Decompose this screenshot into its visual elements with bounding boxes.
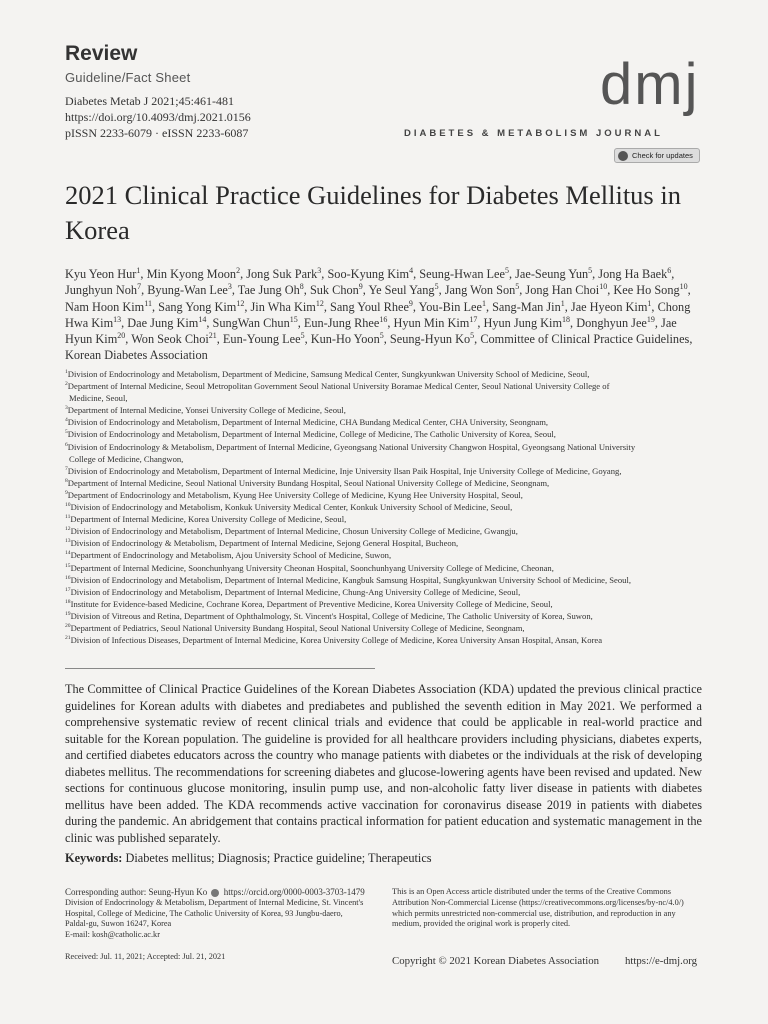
affiliation-marker: 1 — [560, 298, 565, 308]
citation: Diabetes Metab J 2021;45:461-481 — [65, 94, 234, 108]
affiliation-line: $^{13}$Division of Endocrinology & Metabolism, Department of Internal Medicine, Sejong General Hospital, Bucheon, — [65, 538, 459, 549]
affiliation-number: 3 — [65, 405, 68, 412]
affiliation-marker: 12 — [315, 298, 324, 308]
affiliation-number: 17 — [65, 586, 71, 593]
author-name: Jong Han Choi — [525, 283, 600, 298]
oa-line: Attribution Non-Commercial License (https://creativecommons.org/licenses/by-nc/4.0/) — [392, 897, 684, 907]
oa-line: which permits unrestricted non-commercial use, distribution, and reproduction in any — [392, 908, 676, 918]
affiliation-marker: 7 — [137, 282, 142, 292]
author-name: Sang Youl Rhee — [330, 299, 409, 314]
author-name: Jang Won Son — [444, 283, 516, 298]
author-name: Kun-Ho Yoon — [310, 332, 380, 347]
affiliation-number: 18 — [65, 598, 71, 605]
orcid-icon — [211, 889, 219, 897]
corr-line: Paldal-gu, Suwon 16247, Korea — [65, 919, 172, 929]
affiliation-marker: 5 — [434, 282, 439, 292]
author-group: Committee of Clinical Practice Guidelines, Korean Diabetes Association — [65, 332, 693, 363]
received-dates: Received: Jul. 11, 2021; Accepted: Jul. 21, 2021 — [65, 952, 226, 961]
affiliation-line: $^5$Division of Endocrinology and Metabolism, Department of Internal Medicine, College of Medicine, The Catholic University of Korea, Seoul, — [65, 429, 556, 440]
affiliation-marker: 6 — [667, 265, 672, 275]
affiliation-marker: 5 — [470, 331, 475, 341]
correspondence-block — [65, 887, 385, 941]
author-name: You-Bin Lee — [418, 299, 482, 314]
affiliation-number: 19 — [65, 611, 71, 618]
affiliation-line: $^{11}$Department of Internal Medicine, Korea University College of Medicine, Seoul, — [65, 514, 347, 525]
affiliation-marker: 2 — [236, 265, 241, 275]
affiliation-marker: 15 — [289, 314, 298, 324]
affiliation-number: 11 — [65, 514, 71, 521]
affiliation-marker: 13 — [113, 314, 122, 324]
author-name: Eun-Young Lee — [222, 332, 301, 347]
orcid-link[interactable]: https://orcid.org/0000-0003-3703-1479 — [223, 887, 365, 897]
affiliation-marker: 1 — [647, 298, 652, 308]
author-name: Chong Hwa Kim — [65, 299, 691, 330]
affiliation-list — [65, 368, 715, 646]
affiliation-marker: 3 — [227, 282, 232, 292]
affiliation-number: 8 — [65, 477, 68, 484]
affiliation-number: 16 — [65, 574, 71, 581]
affiliation-marker: 14 — [198, 314, 207, 324]
affiliation-line: $^4$Division of Endocrinology and Metabolism, Department of Internal Medicine, CHA Bundang Medical Center, CHA University, Seongnam, — [65, 417, 549, 428]
affiliation-line: $^6$Division of Endocrinology & Metabolism, Department of Internal Medicine, Gyeongsang National University Changwon Hospital, Gyeongsang National University — [65, 441, 636, 452]
corresponding-author: Corresponding author: Seung-Hyun Ko — [65, 887, 208, 897]
affiliation-number: 4 — [65, 417, 68, 424]
author-name: Jong Ha Baek — [598, 267, 668, 281]
affiliation-marker: 17 — [469, 314, 478, 324]
affiliation-line: $^8$Department of Internal Medicine, Seoul National University Bundang Hospital, Seoul National University College of Medicine, Seongnam, — [65, 477, 550, 488]
affiliation-line: $^9$Department of Endocrinology and Metabolism, Kyung Hee University College of Medicine, Kyung Hee University Hospital, Seoul, — [65, 489, 523, 500]
affiliation-number: 14 — [65, 550, 71, 557]
affiliation-number: 6 — [65, 441, 68, 448]
check-updates-label: Check for updates — [632, 151, 693, 160]
affiliation-number: 12 — [65, 526, 71, 533]
author-name: Kyu Yeon Hur — [65, 267, 137, 281]
affiliation-marker: 5 — [379, 331, 384, 341]
affiliation-line: $^{12}$Division of Endocrinology and Metabolism, Department of Internal Medicine, Chosun University College of Medicine, Gwangju, — [65, 526, 518, 537]
affiliation-number: 9 — [65, 490, 68, 497]
journal-name: DIABETES & METABOLISM JOURNAL — [404, 128, 663, 139]
affiliation-marker: 4 — [409, 265, 414, 275]
affiliation-marker: 18 — [562, 314, 571, 324]
copyright: Copyright © 2021 Korean Diabetes Association — [392, 955, 600, 967]
keywords-label: Keywords: — [65, 851, 123, 865]
affiliation-line: $^1$Division of Endocrinology and Metabolism, Department of Medicine, Samsung Medical Center, Sungkyunkwan University School of Medicine, Seoul, — [65, 369, 590, 379]
affiliation-marker: 8 — [299, 282, 304, 292]
author-name: Min Kyong Moon — [146, 267, 237, 281]
affiliation-marker: 19 — [646, 314, 655, 324]
author-name: Won Seok Choi — [131, 332, 209, 347]
affiliation-number: 20 — [65, 623, 71, 630]
author-name: Byung-Wan Lee — [147, 283, 228, 298]
keywords — [65, 851, 432, 866]
affiliation-number: 15 — [65, 562, 71, 569]
article-title: 2021 Clinical Practice Guidelines for Diabetes Mellitus in Korea — [65, 180, 681, 245]
affiliation-marker: 1 — [136, 265, 141, 275]
affiliation-number: 21 — [65, 635, 71, 642]
author-name: Jae Hyeon Kim — [570, 299, 648, 314]
affiliation-line: $^{16}$Division of Endocrinology and Metabolism, Department of Internal Medicine, Kangbuk Samsung Hospital, Sungkyunkwan University School of Medicine, Seoul, — [65, 574, 631, 585]
author-name: Kee Ho Song — [613, 283, 680, 298]
doi-link[interactable]: https://doi.org/10.4093/dmj.2021.0156 — [65, 110, 251, 124]
journal-logo: dmj — [600, 52, 700, 117]
author-name: Dae Jung Kim — [127, 315, 199, 330]
author-name: Hyun Jung Kim — [483, 315, 563, 330]
affiliation-marker: 5 — [515, 282, 520, 292]
affiliation-line: Medicine, Seoul, — [69, 393, 128, 404]
abstract: The Committee of Clinical Practice Guidelines of the Korean Diabetes Association (KDA) updated the previous clinical practice guidelines for Korean adults with diabetes and prediabetes and published the seventh edition in May 2021. We performed a comprehensive systematic review of recent clinical trials and evidence that could be applicable in real-world practice and suitable for the Korean population. The guideline is provided for all healthcare providers including physicians, diabetes experts, and certified diabetes educators across the country who manage patients with diabetes or the individuals at the risk of developing diabetes mellitus. The recommendations for screening diabetes and glucose-lowering agents have been revised and updated. New sections for continuous glucose monitoring, insulin pump use, and non-alcoholic fatty liver disease in patients with diabetes mellitus have been added. The KDA recommends active vaccination for coronavirus disease 2019 in patients with diabetes during the pandemic. An abridgement that contains practical information for patient education and systematic management in the clinic was published separately. — [65, 682, 702, 845]
affiliation-marker: 9 — [358, 282, 363, 292]
author-name: Sang Yong Kim — [158, 299, 237, 314]
issn: pISSN 2233-6079 · eISSN 2233-6087 — [65, 126, 249, 140]
affiliation-line: $^2$Department of Internal Medicine, Seoul Metropolitan Government Seoul National University Boramae Medical Center, Seoul National University College of — [65, 381, 610, 392]
author-name: Jae-Seung Yun — [515, 267, 589, 281]
affiliation-line: $^{21}$Division of Infectious Diseases, Department of Internal Medicine, Korea University College of Medicine, Korea University Ansan Hospital, Ansan, Korea — [65, 635, 603, 646]
author-name: Sang-Man Jin — [492, 299, 561, 314]
affiliation-marker: 21 — [208, 331, 217, 341]
affiliation-line: $^{20}$Department of Pediatrics, Seoul National University Bundang Hospital, Seoul National University College of Medicine, Seongnam, — [65, 622, 525, 633]
corr-line: Division of Endocrinology & Metabolism, Department of Internal Medicine, St. Vincent's — [65, 897, 364, 907]
divider — [65, 668, 375, 669]
affiliation-line: $^{15}$Department of Internal Medicine, Soonchunhyang University Cheonan Hospital, Soonchunhyang University College of Medicine, Cheonan, — [65, 562, 554, 573]
author-name: Junghyun Noh — [65, 283, 138, 298]
author-name: Suk Chon — [309, 283, 359, 298]
keywords-text: Diabetes mellitus; Diagnosis; Practice guideline; Therapeutics — [125, 851, 432, 865]
site-link[interactable]: https://e-dmj.org — [625, 955, 698, 967]
open-access-notice — [392, 887, 704, 930]
affiliation-line: $^{18}$Institute for Evidence-based Medicine, Cochrane Korea, Department of Preventive Medicine, Korea University College of Medicine, Seoul, — [65, 598, 553, 609]
affiliation-line: $^{17}$Division of Endocrinology and Metabolism, Department of Internal Medicine, Chung-Ang University College of Medicine, Seoul, — [65, 586, 521, 597]
author-name: Jae Hyun Kim — [65, 315, 677, 347]
affiliation-line: $^{10}$Division of Endocrinology and Metabolism, Konkuk University Medical Center, Konkuk University School of Medicine, Seoul, — [65, 502, 513, 513]
oa-line: This is an Open Access article distributed under the terms of the Creative Commons — [392, 887, 672, 896]
affiliation-line: $^7$Division of Endocrinology and Metabolism, Department of Internal Medicine, Inje University Ilsan Paik Hospital, Inje University College of Medicine, Goyang, — [65, 465, 622, 476]
article-type: Guideline/Fact Sheet — [65, 70, 191, 85]
author-name: Eun-Jung Rhee — [303, 315, 380, 330]
author-name: Donghyun Jee — [576, 315, 647, 330]
author-name: Soo-Kyung Kim — [327, 267, 410, 281]
section-label: Review — [65, 42, 138, 65]
affiliation-marker: 16 — [379, 314, 388, 324]
author-name: Seung-Hwan Lee — [419, 267, 505, 281]
affiliation-marker: 20 — [117, 331, 126, 341]
author-name: Jin Wha Kim — [250, 299, 316, 314]
corr-line: Hospital, College of Medicine, The Catholic University of Korea, 93 Jungbu-daero, — [65, 908, 343, 918]
affiliation-marker: 12 — [236, 298, 245, 308]
update-icon — [618, 151, 628, 161]
author-name: Ye Seul Yang — [368, 283, 435, 298]
affiliation-marker: 3 — [317, 265, 322, 275]
affiliation-number: 1 — [65, 369, 68, 376]
affiliation-marker: 5 — [504, 265, 509, 275]
affiliation-line: $^3$Department of Internal Medicine, Yonsei University College of Medicine, Seoul, — [65, 405, 346, 416]
affiliation-number: 5 — [65, 429, 68, 436]
affiliation-marker: 1 — [481, 298, 486, 308]
check-for-updates-button[interactable] — [614, 148, 700, 163]
affiliation-marker: 5 — [588, 265, 593, 275]
affiliation-number: 2 — [65, 381, 68, 388]
affiliation-line: $^{14}$Department of Endocrinology and Metabolism, Ajou University School of Medicine, Suwon, — [65, 550, 392, 561]
author-name: Jong Suk Park — [246, 267, 318, 281]
author-name: Nam Hoon Kim — [65, 299, 145, 314]
affiliation-number: 13 — [65, 538, 71, 545]
corr-email[interactable]: E-mail: kosh@catholic.ac.kr — [65, 930, 160, 940]
affiliation-marker: 5 — [300, 331, 305, 341]
affiliation-marker: 11 — [144, 298, 152, 308]
author-name: Hyun Min Kim — [393, 315, 470, 330]
oa-line: medium, provided the original work is properly cited. — [392, 919, 571, 929]
affiliation-marker: 9 — [408, 298, 413, 308]
author-name: SungWan Chun — [212, 315, 290, 330]
affiliation-number: 7 — [65, 465, 68, 472]
affiliation-line: $^{19}$Division of Vitreous and Retina, Department of Ophthalmology, St. Vincent's Hospital, College of Medicine, The Catholic University of Korea, Suwon, — [65, 610, 593, 621]
affiliation-number: 10 — [65, 502, 71, 509]
affiliation-marker: 10 — [599, 282, 608, 292]
author-list: Kyu Yeon Hur$^1$, Min Kyong Moon$^2$, Jong Suk Park$^3$, Soo-Kyung Kim$^4$, Seung-Hwan Lee$^5$, Jae-Seung Yun$^5$, Jong Ha Baek$^6$, Junghyun Noh$^7$, Byung-Wan Lee$^3$, Tae Jung Oh$^8$, Suk Chon$^9$, Ye Seul Yang$^5$, Jang Won Son$^5$, Jong Han Choi$^{10}$, Kee Ho Song$^{10}$, Nam Hoon Kim$^{11}$, Sang Yong Kim$^{12}$, Jin Wha Kim$^{12}$, Sang Youl Rhee$^9$, You-Bin Lee$^1$, Sang-Man Jin$^1$, Jae Hyeon Kim$^1$, Chong Hwa Kim$^{13}$, Dae Jung Kim$^{14}$, SungWan Chun$^{15}$, Eun-Jung Rhee$^{16}$, Hyun Min Kim$^{17}$, Hyun Jung Kim$^{18}$, Donghyun Jee$^{19}$, Jae Hyun Kim$^{20}$, Won Seok Choi$^{21}$, Eun-Young Lee$^5$, Kun-Ho Yoon$^5$, Seung-Hyun Ko$^5$, Committee of Clinical Practice Guidelines, Korean Diabetes Association — [65, 265, 693, 363]
author-name: Seung-Hyun Ko — [389, 332, 471, 347]
affiliation-line: College of Medicine, Changwon, — [69, 453, 184, 464]
author-name: Tae Jung Oh — [237, 283, 300, 298]
affiliation-marker: 10 — [679, 282, 688, 292]
